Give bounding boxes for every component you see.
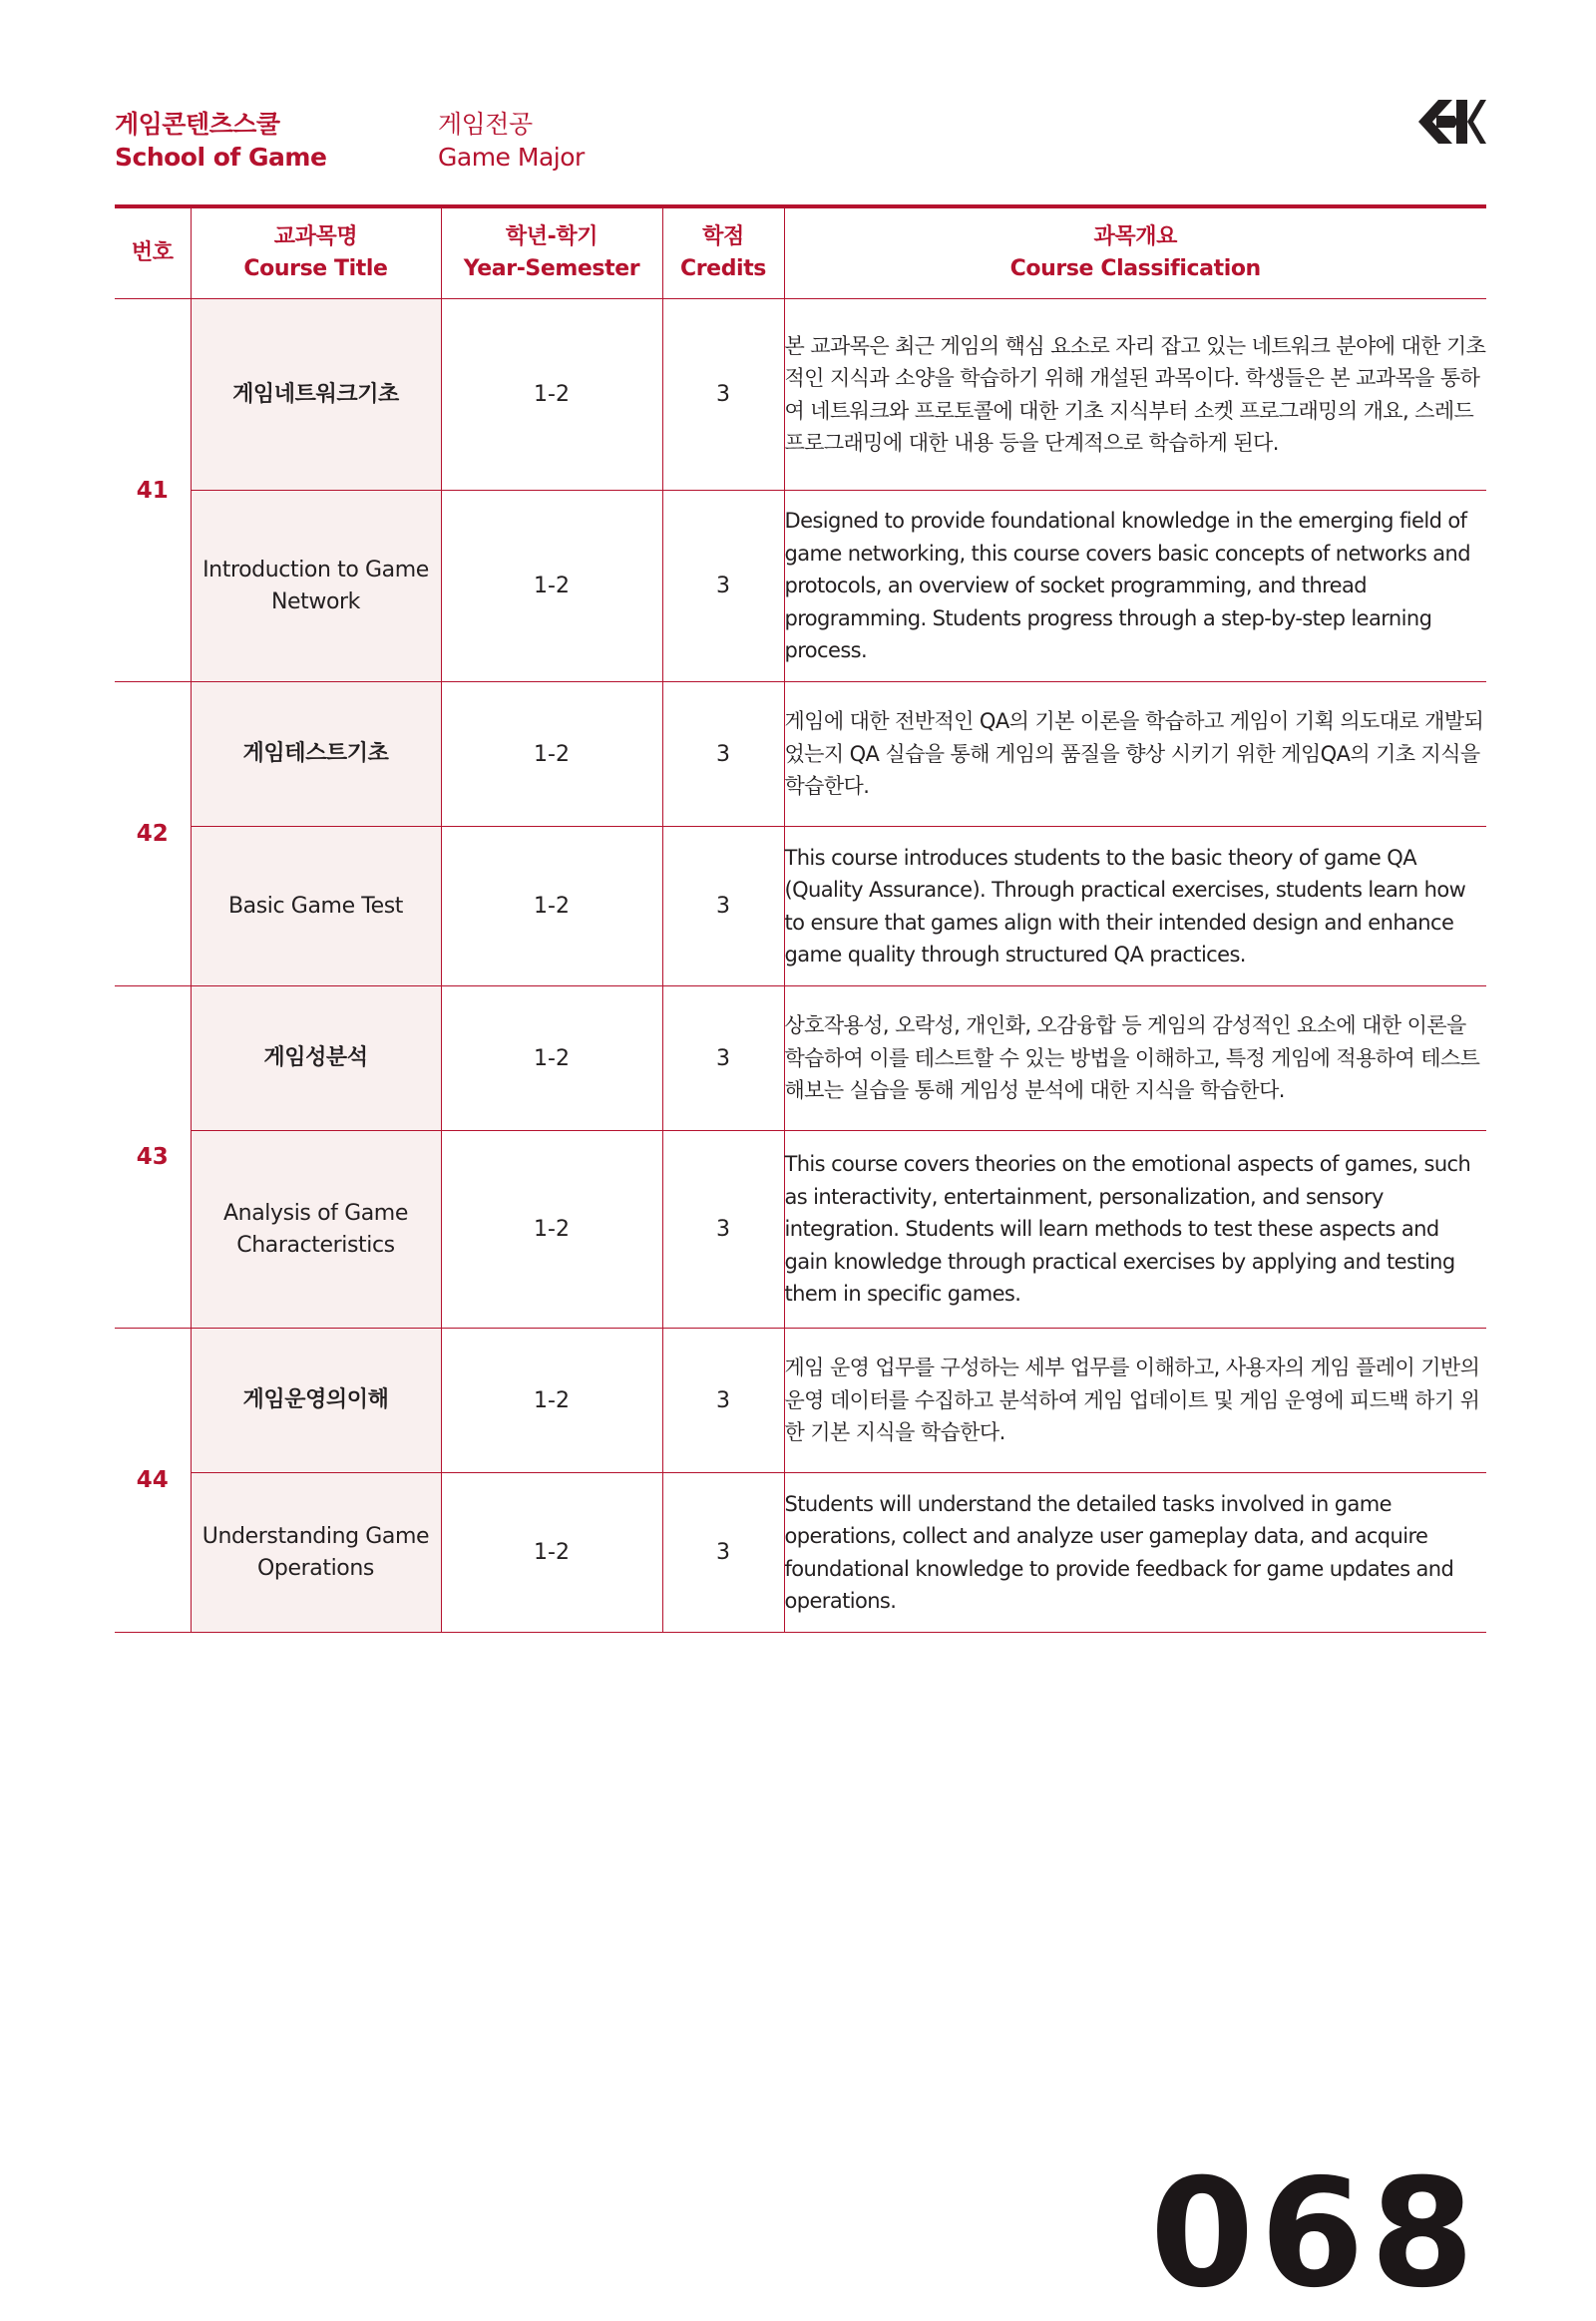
credits: 3 bbox=[662, 299, 784, 491]
credits: 3 bbox=[662, 1131, 784, 1329]
year-semester: 1-2 bbox=[441, 827, 662, 986]
table-row bbox=[115, 986, 1486, 1131]
course-description-ko: 상호작용성, 오락성, 개인화, 오감융합 등 게임의 감성적인 요소에 대한 이론을 학습하여 이를 테스트할 수 있는 방법을 이해하고, 특정 게임에 적용하여 테스트해보는 실습을 통해 게임성 분석에 대한 지식을 학습한다. bbox=[784, 986, 1486, 1131]
course-title-en: Understanding Game Operations bbox=[191, 1473, 441, 1633]
page-number: 068 bbox=[1149, 2147, 1480, 2321]
year-semester: 1-2 bbox=[441, 682, 662, 827]
school-name-en: School of Game bbox=[115, 143, 327, 172]
credits: 3 bbox=[662, 1473, 784, 1633]
major-name-en: Game Major bbox=[438, 143, 585, 172]
credits: 3 bbox=[662, 986, 784, 1131]
course-number: 44 bbox=[115, 1329, 191, 1633]
column-header-number: 번호 bbox=[115, 208, 191, 299]
major-name-ko: 게임전공 bbox=[438, 110, 533, 139]
school-name bbox=[115, 108, 326, 174]
course-table bbox=[115, 208, 1486, 1633]
column-header-course-title: 교과목명 Course Title bbox=[191, 208, 441, 299]
credits: 3 bbox=[662, 827, 784, 986]
year-semester: 1-2 bbox=[441, 299, 662, 491]
credits: 3 bbox=[662, 682, 784, 827]
credits: 3 bbox=[662, 1329, 784, 1473]
table-row bbox=[115, 1473, 1486, 1633]
table-row bbox=[115, 827, 1486, 986]
year-semester: 1-2 bbox=[441, 1131, 662, 1329]
school-name-ko: 게임콘텐츠스쿨 bbox=[115, 110, 280, 139]
year-semester: 1-2 bbox=[441, 491, 662, 682]
table-row bbox=[115, 299, 1486, 491]
table-row bbox=[115, 682, 1486, 827]
column-header-credits: 학점 Credits bbox=[662, 208, 784, 299]
course-number: 41 bbox=[115, 299, 191, 682]
table-row bbox=[115, 1131, 1486, 1329]
course-title-en: Analysis of Game Characteristics bbox=[191, 1131, 441, 1329]
table-row bbox=[115, 491, 1486, 682]
year-semester: 1-2 bbox=[441, 1473, 662, 1633]
course-description-en: This course covers theories on the emotional aspects of games, such as interactivity, entertainment, personalization, and sensory integration. Students will learn methods to test these aspects and gain knowledge through practical exercises by applying and testing them in specific games. bbox=[784, 1131, 1486, 1329]
course-description-en: Designed to provide foundational knowledge in the emerging field of game networking, this course covers basic concepts of networks and protocols, an overview of socket programming, and thread programming. Students progress through a step-by-step learning process. bbox=[784, 491, 1486, 682]
course-title-ko: 게임네트워크기초 bbox=[191, 299, 441, 491]
course-description-en: This course introduces students to the basic theory of game QA (Quality Assurance). Through practical exercises, students learn how to ensure that games align with their intended design and enhance game quality through structured QA practices. bbox=[784, 827, 1486, 986]
course-description-ko: 게임 운영 업무를 구성하는 세부 업무를 이해하고, 사용자의 게임 플레이 기반의 운영 데이터를 수집하고 분석하여 게임 업데이트 및 게임 운영에 피드백 하기 위한 기본 지식을 학습한다. bbox=[784, 1329, 1486, 1473]
ck-chevron-logo-icon bbox=[1408, 94, 1486, 150]
course-description-ko: 본 교과목은 최근 게임의 핵심 요소로 자리 잡고 있는 네트워크 분야에 대한 기초적인 지식과 소양을 학습하기 위해 개설된 과목이다. 학생들은 본 교과목을 통하여 네트워크와 프로토콜에 대한 기초 지식부터 소켓 프로그래밍의 개요, 스레드 프로그래밍에 대한 내용 등을 단계적으로 학습하게 된다. bbox=[784, 299, 1486, 491]
course-description-en: Students will understand the detailed tasks involved in game operations, collect and analyze user gameplay data, and acquire foundational knowledge to provide feedback for game updates and operations. bbox=[784, 1473, 1486, 1633]
course-number: 43 bbox=[115, 986, 191, 1329]
major-name bbox=[438, 108, 585, 174]
course-title-ko: 게임테스트기초 bbox=[191, 682, 441, 827]
table-header-row bbox=[115, 208, 1486, 299]
page-header bbox=[115, 108, 1486, 186]
course-number: 42 bbox=[115, 682, 191, 986]
course-description-ko: 게임에 대한 전반적인 QA의 기본 이론을 학습하고 게임이 기획 의도대로 개발되었는지 QA 실습을 통해 게임의 품질을 향상 시키기 위한 게임QA의 기초 지식을 학습한다. bbox=[784, 682, 1486, 827]
year-semester: 1-2 bbox=[441, 986, 662, 1131]
course-title-ko: 게임성분석 bbox=[191, 986, 441, 1131]
course-title-ko: 게임운영의이해 bbox=[191, 1329, 441, 1473]
course-title-en: Introduction to Game Network bbox=[191, 491, 441, 682]
year-semester: 1-2 bbox=[441, 1329, 662, 1473]
column-header-year-semester: 학년-학기 Year-Semester bbox=[441, 208, 662, 299]
column-header-course-classification: 과목개요 Course Classification bbox=[784, 208, 1486, 299]
course-title-en: Basic Game Test bbox=[191, 827, 441, 986]
table-row bbox=[115, 1329, 1486, 1473]
credits: 3 bbox=[662, 491, 784, 682]
